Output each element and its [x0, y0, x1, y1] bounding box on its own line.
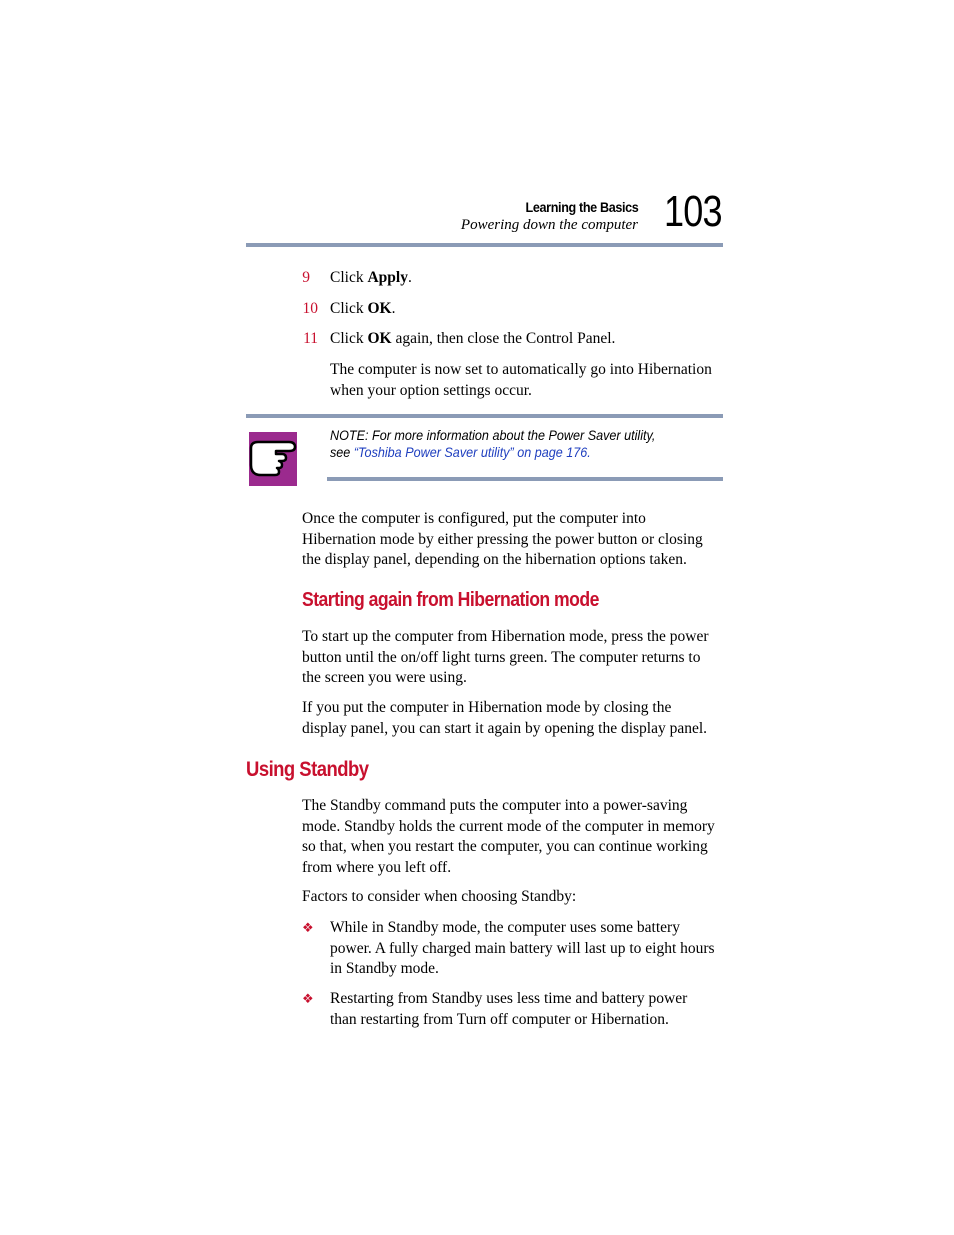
- step-text: again, then close the Control Panel.: [391, 330, 616, 347]
- step-text: .: [407, 269, 412, 286]
- step-bold: OK: [367, 300, 392, 317]
- step-text: Click: [330, 300, 368, 317]
- step-number: 11: [303, 330, 318, 347]
- note-link[interactable]: “Toshiba Power Saver utility” on page 176.: [353, 444, 591, 460]
- step-text: Click: [330, 269, 368, 286]
- note-prefix: see: [330, 444, 354, 460]
- note-text: [330, 427, 655, 461]
- bullet-item: ❖ While in Standby mode, the computer uses some battery power. A fully charged main battery will last up to eight hours in Standby mode.: [302, 919, 715, 977]
- paragraph-configured: Once the computer is configured, put the computer into Hibernation mode by either pressing the power button or closing the display panel, depending on the hibernation options taken.: [302, 510, 703, 568]
- heading-hibernation: Starting again from Hibernation mode: [302, 589, 599, 611]
- chapter-title: Learning the Basics: [525, 199, 638, 215]
- note-bottom-rule: [327, 477, 723, 481]
- heading-standby: Using Standby: [246, 758, 369, 781]
- paragraph-standby: The Standby command puts the computer into a power-saving mode. Standby holds the current mode of the computer in memory so that, when you restart the computer, you can continue working from where you left off.: [302, 797, 715, 876]
- step-result: The computer is now set to automatically go into Hibernation when your option settings occur.: [330, 361, 712, 399]
- step-text: Click: [330, 330, 368, 347]
- header-rule: [246, 243, 723, 247]
- step-bold: Apply: [367, 269, 408, 286]
- paragraph-factors: Factors to consider when choosing Standby:: [302, 888, 577, 905]
- note-top-rule: [246, 414, 723, 418]
- step-bold: OK: [367, 330, 392, 347]
- diamond-bullet-icon: ❖: [302, 920, 314, 935]
- section-title: Powering down the computer: [460, 217, 638, 233]
- note-line-1: NOTE: For more information about the Power Saver utility,: [330, 427, 656, 443]
- step-number: 9: [302, 269, 310, 286]
- paragraph-startup: To start up the computer from Hibernation mode, press the power button until the on/off light turns green. The computer returns to the screen you were using.: [302, 628, 709, 686]
- paragraph-display: If you put the computer in Hibernation mode by closing the display panel, you can start it again by opening the display panel.: [302, 699, 708, 737]
- diamond-bullet-icon: ❖: [302, 991, 314, 1006]
- step-text: .: [391, 300, 396, 317]
- bullet-item: ❖ Restarting from Standby uses less time and battery power than restarting from Turn off computer or Hibernation.: [302, 990, 688, 1028]
- pointing-hand-icon: [249, 432, 297, 486]
- page-number: 103: [664, 187, 722, 236]
- step-number: 10: [302, 300, 318, 317]
